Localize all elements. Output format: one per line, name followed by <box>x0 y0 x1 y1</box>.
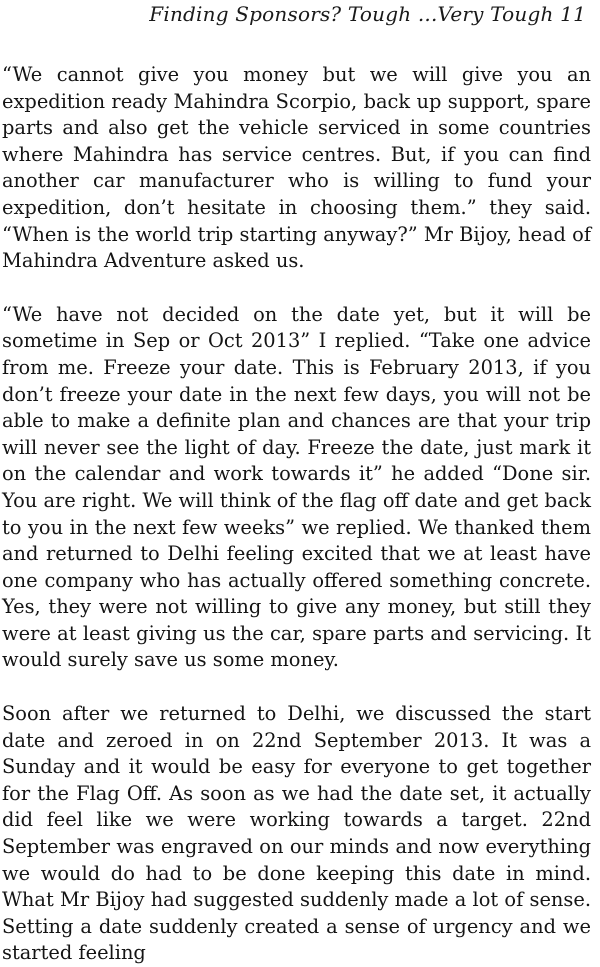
paragraph-freeze-date: “We have not decided on the date yet, but it will be sometime in Sep or Oct 2013” I replied. “Take one advice from me. Freeze your date. This is February 2013, if you don’t freeze your date in the next few days, you will not be able to make a definite plan and chances are that your trip will never see the light of day. Freeze the date, just mark it on the calendar and work towards it” he added “Done sir. You are right. We will think of the flag off date and get back to you in the next few weeks” we replied. We thanked them and returned to Delhi feeling excited that we at least have one company who has actually offered something concrete. Yes, they were not willing to give any money, but still they were at least giving us the car, spare parts and servicing. It would surely save us some money. <box>2 302 591 672</box>
running-title: Finding Sponsors? Tough ...Very Tough <box>149 2 554 26</box>
page-number: 11 <box>560 2 586 26</box>
body-text <box>2 62 591 967</box>
paragraph-start-date: Soon after we returned to Delhi, we discussed the start date and zeroed in on 22nd September 2013. It was a Sunday and it would be easy for everyone to get together for the Flag Off. As soon as we had the date set, it actually did feel like we were working towards a target. 22nd September was engraved on our minds and now everything we would do had to be done keeping this date in mind. What Mr Bijoy had suggested suddenly made a lot of sense. Setting a date suddenly created a sense of urgency and we started feeling <box>2 702 591 965</box>
paragraph-sponsor-offer: “We cannot give you money but we will give you an expedition ready Mahindra Scorpio, back up support, spare parts and also get the vehicle serviced in some countries where Mahindra has service centres. But, if you can find another car manufacturer who is willing to fund your expedition, don’t hesitate in choosing them.” they said. “When is the world trip starting anyway?” Mr Bijoy, head of Mahindra Adventure asked us. <box>2 63 591 273</box>
running-header <box>149 2 586 26</box>
